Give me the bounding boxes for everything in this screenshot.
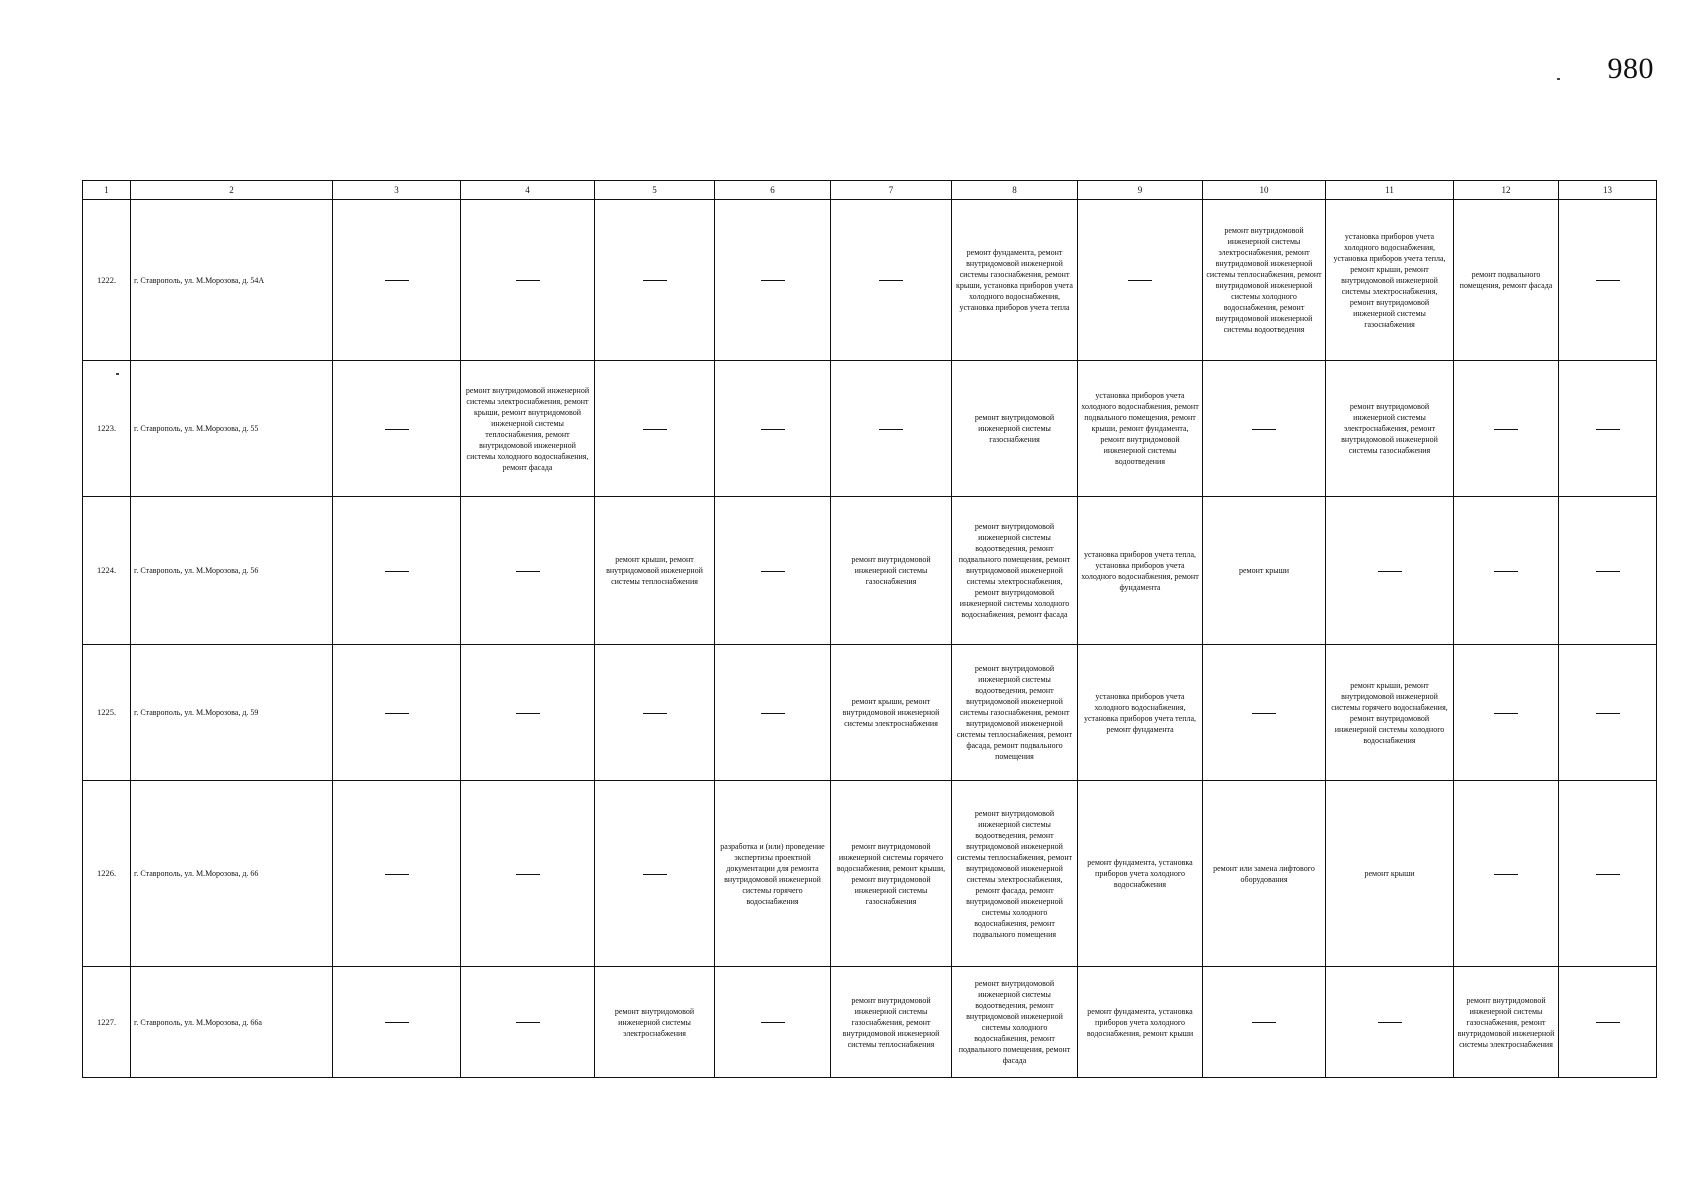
dash-mark <box>1596 571 1620 572</box>
empty-cell-c13 <box>1559 200 1657 361</box>
dash-mark <box>1494 713 1518 714</box>
work-cell-c5: ремонт внутридомовой инженерной системы электроснабжения <box>595 967 715 1078</box>
empty-cell-c6 <box>715 200 831 361</box>
dash-mark <box>516 571 540 572</box>
work-cell-c7: ремонт внутридомовой инженерной системы газоснабжения <box>831 497 952 645</box>
column-header: 5 <box>595 181 715 200</box>
work-cell-c9: ремонт фундамента, установка приборов учета холодного водоснабжения <box>1078 781 1203 967</box>
dash-mark <box>516 874 540 875</box>
empty-cell-c13 <box>1559 645 1657 781</box>
work-cell-c5: ремонт крыши, ремонт внутридомовой инженерной системы теплоснабжения <box>595 497 715 645</box>
column-header: 10 <box>1203 181 1326 200</box>
row-number-cell: 1224. <box>83 497 131 645</box>
empty-cell-c4 <box>461 781 595 967</box>
empty-cell-c3 <box>333 200 461 361</box>
dash-mark <box>1252 713 1276 714</box>
dash-mark <box>643 713 667 714</box>
address-cell: г. Ставрополь, ул. М.Морозова, д. 55 <box>131 361 333 497</box>
dash-mark <box>1378 571 1402 572</box>
dash-mark <box>761 280 785 281</box>
dash-mark <box>643 429 667 430</box>
empty-cell-c13 <box>1559 361 1657 497</box>
work-cell-c11: ремонт внутридомовой инженерной системы электроснабжения, ремонт внутридомовой инженерной системы газоснабжения <box>1326 361 1454 497</box>
empty-cell-c12 <box>1454 361 1559 497</box>
address-cell: г. Ставрополь, ул. М.Морозова, д. 66а <box>131 967 333 1078</box>
empty-cell-c6 <box>715 497 831 645</box>
column-header: 8 <box>952 181 1078 200</box>
empty-cell-c10 <box>1203 967 1326 1078</box>
work-cell-c8: ремонт внутридомовой инженерной системы водоотведения, ремонт внутридомовой инженерной системы холодного водоснабжения, ремонт подвального помещения, ремонт фасада <box>952 967 1078 1078</box>
table-row <box>83 967 1657 1078</box>
work-cell-c11: ремонт крыши, ремонт внутридомовой инженерной системы горячего водоснабжения, ремонт внутридомовой инженерной системы холодного водоснабжения <box>1326 645 1454 781</box>
empty-cell-c5 <box>595 781 715 967</box>
dash-mark <box>643 280 667 281</box>
work-cell-c8: ремонт фундамента, ремонт внутридомовой инженерной системы газоснабжения, ремонт крыши, установка приборов учета холодного водоснабжения, установка приборов учета тепла <box>952 200 1078 361</box>
column-header: 12 <box>1454 181 1559 200</box>
empty-cell-c5 <box>595 361 715 497</box>
empty-cell-c3 <box>333 967 461 1078</box>
empty-cell-c5 <box>595 645 715 781</box>
work-cell-c7: ремонт внутридомовой инженерной системы горячего водоснабжения, ремонт крыши, ремонт внутридомовой инженерной системы газоснабжения <box>831 781 952 967</box>
empty-cell-c4 <box>461 645 595 781</box>
empty-cell-c11 <box>1326 497 1454 645</box>
table-row <box>83 361 1657 497</box>
empty-cell-c3 <box>333 781 461 967</box>
empty-cell-c13 <box>1559 497 1657 645</box>
dash-mark <box>1494 571 1518 572</box>
work-cell-c8: ремонт внутридомовой инженерной системы водоотведения, ремонт внутридомовой инженерной системы теплоснабжения, ремонт внутридомовой инженерной системы электроснабжения, ремонт фасада, ремонт внутридомовой инженерной системы холодного водоснабжения, ремонт подвального помещения <box>952 781 1078 967</box>
dash-mark <box>1596 713 1620 714</box>
column-header: 11 <box>1326 181 1454 200</box>
dash-mark <box>385 280 409 281</box>
row-number-cell: 1223. <box>83 361 131 497</box>
empty-cell-c4 <box>461 497 595 645</box>
row-number-cell: 1226. <box>83 781 131 967</box>
dash-mark <box>385 713 409 714</box>
address-cell: г. Ставрополь, ул. М.Морозова, д. 59 <box>131 645 333 781</box>
empty-cell-c6 <box>715 645 831 781</box>
row-number-cell: 1222. <box>83 200 131 361</box>
empty-cell-c4 <box>461 967 595 1078</box>
dash-mark <box>1596 280 1620 281</box>
dash-mark <box>1494 874 1518 875</box>
work-cell-c9: установка приборов учета холодного водоснабжения, ремонт подвального помещения, ремонт крыши, ремонт фундамента, ремонт внутридомовой инженерной системы водоотведения <box>1078 361 1203 497</box>
work-cell-c9: установка приборов учета холодного водоснабжения, установка приборов учета тепла, ремонт фундамента <box>1078 645 1203 781</box>
empty-cell-c9 <box>1078 200 1203 361</box>
work-cell-c7: ремонт крыши, ремонт внутридомовой инженерной системы электроснабжения <box>831 645 952 781</box>
column-header: 7 <box>831 181 952 200</box>
dash-mark <box>761 429 785 430</box>
work-cell-c8: ремонт внутридомовой инженерной системы водоотведения, ремонт внутридомовой инженерной системы газоснабжения, ремонт внутридомовой инженерной системы теплоснабжения, ремонт фасада, ремонт подвального помещения <box>952 645 1078 781</box>
work-cell-c11: ремонт крыши <box>1326 781 1454 967</box>
work-cell-c7: ремонт внутридомовой инженерной системы газоснабжения, ремонт внутридомовой инженерной системы теплоснабжения <box>831 967 952 1078</box>
column-header: 13 <box>1559 181 1657 200</box>
empty-cell-c7 <box>831 200 952 361</box>
dash-mark <box>385 1022 409 1023</box>
scan-speck <box>1557 78 1560 80</box>
column-header: 6 <box>715 181 831 200</box>
work-cell-c11: установка приборов учета холодного водоснабжения, установка приборов учета тепла, ремонт крыши, ремонт внутридомовой инженерной системы электроснабжения, ремонт внутридомовой инженерной системы газоснабжения <box>1326 200 1454 361</box>
empty-cell-c3 <box>333 497 461 645</box>
work-cell-c10: ремонт крыши <box>1203 497 1326 645</box>
empty-cell-c10 <box>1203 645 1326 781</box>
empty-cell-c6 <box>715 967 831 1078</box>
dash-mark <box>879 429 903 430</box>
dash-mark <box>1252 1022 1276 1023</box>
column-number-row <box>83 181 1657 200</box>
work-cell-c6: разработка и (или) проведение экспертизы проектной документации для ремонта внутридомовой инженерной системы горячего водоснабжения <box>715 781 831 967</box>
empty-cell-c13 <box>1559 781 1657 967</box>
dash-mark <box>516 713 540 714</box>
work-cell-c12: ремонт подвального помещения, ремонт фасада <box>1454 200 1559 361</box>
dash-mark <box>761 713 785 714</box>
address-cell: г. Ставрополь, ул. М.Морозова, д. 54А <box>131 200 333 361</box>
work-cell-c8: ремонт внутридомовой инженерной системы газоснабжения <box>952 361 1078 497</box>
empty-cell-c11 <box>1326 967 1454 1078</box>
dash-mark <box>761 1022 785 1023</box>
dash-mark <box>643 874 667 875</box>
dash-mark <box>385 429 409 430</box>
dash-mark <box>879 280 903 281</box>
dash-mark <box>1252 429 1276 430</box>
empty-cell-c3 <box>333 645 461 781</box>
dash-mark <box>1596 1022 1620 1023</box>
page-number: 980 <box>1607 52 1654 85</box>
table-row <box>83 781 1657 967</box>
empty-cell-c5 <box>595 200 715 361</box>
column-header: 1 <box>83 181 131 200</box>
column-header: 9 <box>1078 181 1203 200</box>
table-row <box>83 497 1657 645</box>
table-row <box>83 200 1657 361</box>
dash-mark <box>516 280 540 281</box>
empty-cell-c7 <box>831 361 952 497</box>
work-cell-c4: ремонт внутридомовой инженерной системы электроснабжения, ремонт крыши, ремонт внутридомовой инженерной системы теплоснабжения, ремонт внутридомовой инженерной системы холодного водоснабжения, ремонт фасада <box>461 361 595 497</box>
work-cell-c9: установка приборов учета тепла, установка приборов учета холодного водоснабжения, ремонт фундамента <box>1078 497 1203 645</box>
column-header: 4 <box>461 181 595 200</box>
dash-mark <box>516 1022 540 1023</box>
address-cell: г. Ставрополь, ул. М.Морозова, д. 56 <box>131 497 333 645</box>
empty-cell-c13 <box>1559 967 1657 1078</box>
empty-cell-c6 <box>715 361 831 497</box>
empty-cell-c12 <box>1454 497 1559 645</box>
dash-mark <box>1378 1022 1402 1023</box>
column-header: 3 <box>333 181 461 200</box>
empty-cell-c3 <box>333 361 461 497</box>
column-header: 2 <box>131 181 333 200</box>
work-cell-c8: ремонт внутридомовой инженерной системы водоотведения, ремонт подвального помещения, ремонт внутридомовой инженерной системы электроснабжения, ремонт внутридомовой инженерной системы холодного водоснабжения, ремонт фасада <box>952 497 1078 645</box>
dash-mark <box>1596 429 1620 430</box>
dash-mark <box>385 874 409 875</box>
empty-cell-c4 <box>461 200 595 361</box>
row-number-cell: 1225. <box>83 645 131 781</box>
work-cell-c10: ремонт внутридомовой инженерной системы электроснабжения, ремонт внутридомовой инженерной системы теплоснабжения, ремонт внутридомовой инженерной системы холодного водоснабжения, ремонт внутридомовой инженерной системы водоотведения <box>1203 200 1326 361</box>
dash-mark <box>1128 280 1152 281</box>
work-cell-c12: ремонт внутридомовой инженерной системы газоснабжения, ремонт внутридомовой инженерной системы электроснабжения <box>1454 967 1559 1078</box>
repair-schedule-table <box>82 180 1657 1078</box>
dash-mark <box>1596 874 1620 875</box>
dash-mark <box>761 571 785 572</box>
address-cell: г. Ставрополь, ул. М.Морозова, д. 66 <box>131 781 333 967</box>
dash-mark <box>1494 429 1518 430</box>
empty-cell-c12 <box>1454 645 1559 781</box>
empty-cell-c12 <box>1454 781 1559 967</box>
work-cell-c9: ремонт фундамента, установка приборов учета холодного водоснабжения, ремонт крыши <box>1078 967 1203 1078</box>
dash-mark <box>385 571 409 572</box>
row-number-cell: 1227. <box>83 967 131 1078</box>
table-row <box>83 645 1657 781</box>
empty-cell-c10 <box>1203 361 1326 497</box>
work-cell-c10: ремонт или замена лифтового оборудования <box>1203 781 1326 967</box>
